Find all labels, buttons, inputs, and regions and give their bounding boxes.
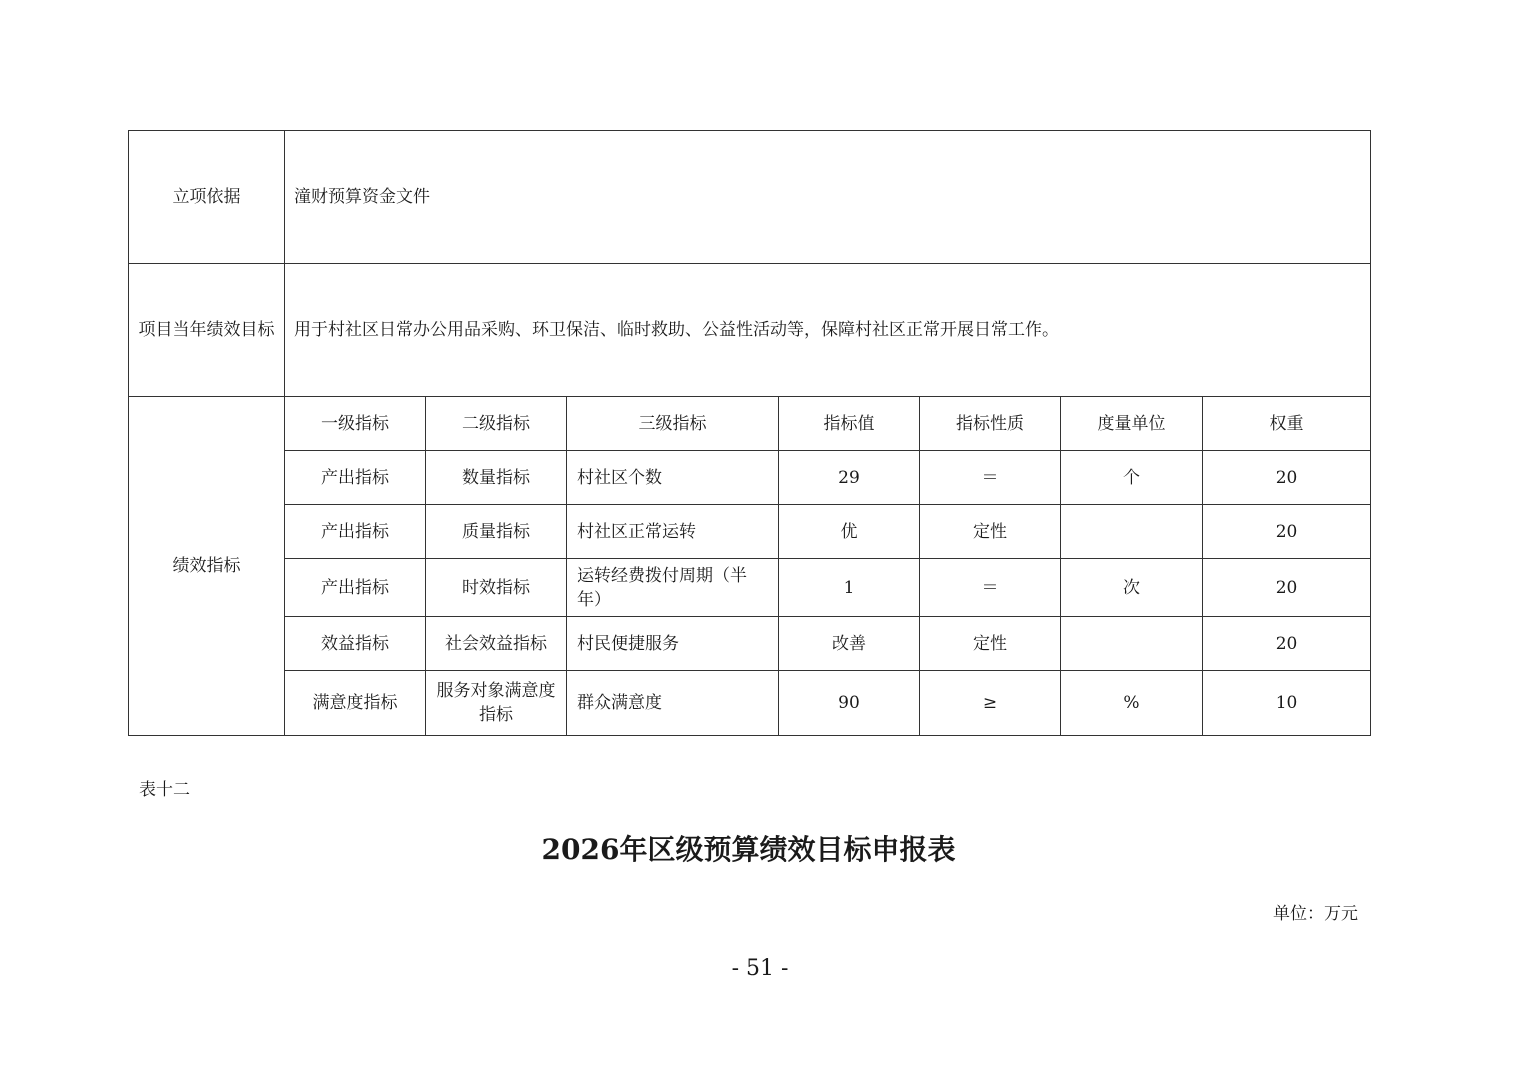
cell-unit (1061, 505, 1203, 559)
header-value: 指标值 (779, 397, 920, 451)
goal-row (129, 264, 1371, 397)
document-title: 2026年区级预算绩效目标申报表 (541, 833, 956, 866)
header-nature: 指标性质 (920, 397, 1061, 451)
cell-nature: 定性 (920, 617, 1061, 671)
page-number: - 51 - (731, 956, 789, 981)
cell-level1: 产出指标 (285, 559, 426, 617)
header-unit: 度量单位 (1061, 397, 1203, 451)
cell-value: 优 (779, 505, 920, 559)
performance-target-table (128, 130, 1371, 736)
cell-weight: 10 (1203, 671, 1371, 736)
cell-level2: 数量指标 (426, 451, 567, 505)
table-number-label: 表十二 (139, 780, 190, 800)
header-level3: 三级指标 (567, 397, 779, 451)
basis-row (129, 131, 1371, 264)
indicators-label: 绩效指标 (129, 397, 285, 736)
cell-value: 29 (779, 451, 920, 505)
basis-value: 潼财预算资金文件 (285, 131, 1371, 264)
cell-level1: 效益指标 (285, 617, 426, 671)
cell-level2: 时效指标 (426, 559, 567, 617)
cell-value: 90 (779, 671, 920, 736)
cell-level3: 村社区正常运转 (567, 505, 779, 559)
table-row (129, 617, 1371, 671)
cell-level1: 产出指标 (285, 505, 426, 559)
header-weight: 权重 (1203, 397, 1371, 451)
unit-label: 单位：万元 (1273, 904, 1358, 924)
cell-unit: 次 (1061, 559, 1203, 617)
cell-level3: 群众满意度 (567, 671, 779, 736)
cell-level3: 运转经费拨付周期（半年） (567, 559, 779, 617)
cell-unit: % (1061, 671, 1203, 736)
cell-unit (1061, 617, 1203, 671)
table-row (129, 559, 1371, 617)
cell-level3: 村社区个数 (567, 451, 779, 505)
cell-value: 改善 (779, 617, 920, 671)
table-row (129, 451, 1371, 505)
table-row (129, 671, 1371, 736)
goal-label: 项目当年绩效目标 (129, 264, 285, 397)
cell-weight: 20 (1203, 451, 1371, 505)
cell-weight: 20 (1203, 559, 1371, 617)
cell-level2: 质量指标 (426, 505, 567, 559)
goal-value: 用于村社区日常办公用品采购、环卫保洁、临时救助、公益性活动等，保障村社区正常开展日常工作。 (285, 264, 1371, 397)
header-level2: 二级指标 (426, 397, 567, 451)
cell-nature: ≥ (920, 671, 1061, 736)
cell-weight: 20 (1203, 617, 1371, 671)
basis-label: 立项依据 (129, 131, 285, 264)
cell-nature: ＝ (920, 559, 1061, 617)
table-row (129, 505, 1371, 559)
cell-level2: 服务对象满意度指标 (426, 671, 567, 736)
cell-value: 1 (779, 559, 920, 617)
cell-level3: 村民便捷服务 (567, 617, 779, 671)
cell-nature: ＝ (920, 451, 1061, 505)
cell-nature: 定性 (920, 505, 1061, 559)
indicator-header-row (129, 397, 1371, 451)
cell-level1: 满意度指标 (285, 671, 426, 736)
cell-unit: 个 (1061, 451, 1203, 505)
cell-weight: 20 (1203, 505, 1371, 559)
cell-level1: 产出指标 (285, 451, 426, 505)
header-level1: 一级指标 (285, 397, 426, 451)
cell-level2: 社会效益指标 (426, 617, 567, 671)
